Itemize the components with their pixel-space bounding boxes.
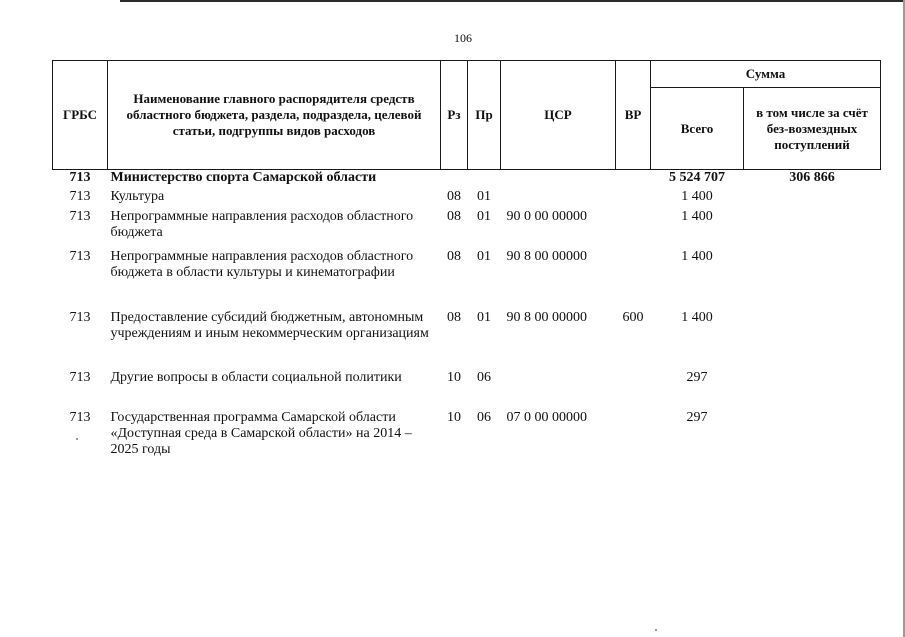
cell-rz: 08 bbox=[447, 248, 461, 264]
header-rz: Рз bbox=[441, 61, 468, 170]
cell-total: 297 bbox=[686, 369, 708, 385]
cell-grbs: 713 bbox=[69, 409, 91, 425]
table-body bbox=[53, 170, 881, 466]
cell-grants bbox=[744, 310, 881, 370]
cell-grants bbox=[744, 370, 881, 410]
cell-rz: 08 bbox=[447, 309, 461, 325]
header-csr: ЦСР bbox=[501, 61, 616, 170]
cell-csr: 90 8 00 00000 bbox=[506, 248, 587, 264]
cell-vr bbox=[616, 209, 651, 249]
cell-pr: 06 bbox=[477, 409, 491, 425]
cell-grbs: 713 bbox=[69, 208, 91, 224]
table-row bbox=[53, 370, 881, 410]
cell-grants bbox=[744, 249, 881, 310]
table-row bbox=[53, 310, 881, 370]
header-pr: Пр bbox=[468, 61, 501, 170]
cell-pr: 01 bbox=[477, 309, 491, 325]
cell-name: Непрограммные направления расходов областного бюджета bbox=[110, 208, 414, 240]
cell-csr: 90 0 00 00000 bbox=[506, 208, 587, 224]
cell-pr: 01 bbox=[477, 188, 491, 204]
cell-name: Другие вопросы в области социальной политики bbox=[110, 369, 402, 385]
cell-name: Предоставление субсидий бюджетным, автономным учреждениям и иным некоммерческим организациям bbox=[110, 309, 429, 341]
cell-rz: 08 bbox=[447, 208, 461, 224]
cell-vr bbox=[616, 249, 651, 310]
cell-total: 1 400 bbox=[681, 248, 713, 264]
cell-rz: 10 bbox=[447, 409, 461, 425]
cell-total: 1 400 bbox=[681, 309, 713, 325]
cell-csr: 07 0 00 00000 bbox=[506, 409, 587, 425]
cell-name: Государственная программа Самарской области «Доступная среда в Самарской области» на 2014 – 2025 годы bbox=[110, 409, 412, 457]
page-number: 106 bbox=[454, 31, 472, 45]
scan-speck bbox=[655, 629, 657, 631]
cell-vr: 600 bbox=[622, 309, 644, 325]
cell-grbs: 713 bbox=[69, 369, 91, 385]
cell-grbs: 713 bbox=[69, 309, 91, 325]
cell-csr bbox=[501, 189, 616, 209]
table-header bbox=[53, 61, 881, 170]
cell-csr: 90 8 00 00000 bbox=[506, 309, 587, 325]
cell-grants bbox=[744, 189, 881, 209]
cell-grbs: 713 bbox=[69, 188, 91, 204]
header-total: Всего bbox=[651, 88, 744, 170]
cell-pr: 01 bbox=[477, 208, 491, 224]
cell-grants: 306 866 bbox=[789, 170, 835, 185]
table-row bbox=[53, 249, 881, 310]
cell-name: Министерство спорта Самарской области bbox=[110, 170, 377, 185]
cell-vr bbox=[616, 370, 651, 410]
cell-total: 297 bbox=[686, 409, 708, 425]
cell-csr bbox=[501, 170, 616, 189]
cell-rz bbox=[441, 170, 468, 189]
cell-csr bbox=[501, 370, 616, 410]
cell-pr: 06 bbox=[477, 369, 491, 385]
cell-grbs: 713 bbox=[69, 248, 91, 264]
cell-total: 1 400 bbox=[681, 188, 713, 204]
cell-grants bbox=[744, 410, 881, 466]
cell-vr bbox=[616, 410, 651, 466]
header-grbs: ГРБС bbox=[53, 61, 108, 170]
table-row bbox=[53, 410, 881, 466]
cell-grbs: 713 bbox=[69, 170, 91, 185]
cell-pr bbox=[468, 170, 501, 189]
cell-pr: 01 bbox=[477, 248, 491, 264]
scan-speck bbox=[76, 438, 78, 440]
cell-name: Непрограммные направления расходов областного бюджета в области культуры и кинематографии bbox=[110, 248, 414, 280]
table-row bbox=[53, 209, 881, 249]
cell-total: 5 524 707 bbox=[669, 170, 725, 185]
page-top-rule bbox=[120, 0, 905, 2]
header-vr: ВР bbox=[616, 61, 651, 170]
cell-rz: 10 bbox=[447, 369, 461, 385]
table-row bbox=[53, 189, 881, 209]
header-grants: в том числе за счёт без-возмездных поступлений bbox=[744, 88, 881, 170]
budget-table bbox=[52, 60, 881, 466]
cell-grants bbox=[744, 209, 881, 249]
cell-vr bbox=[616, 170, 651, 189]
cell-rz: 08 bbox=[447, 188, 461, 204]
header-name: Наименование главного распорядителя средств областного бюджета, раздела, подраздела, целевой статьи, подгруппы видов расходов bbox=[108, 61, 441, 170]
cell-total: 1 400 bbox=[681, 208, 713, 224]
table-row bbox=[53, 170, 881, 189]
cell-name: Культура bbox=[110, 188, 165, 204]
header-sum: Сумма bbox=[651, 61, 881, 88]
cell-vr bbox=[616, 189, 651, 209]
